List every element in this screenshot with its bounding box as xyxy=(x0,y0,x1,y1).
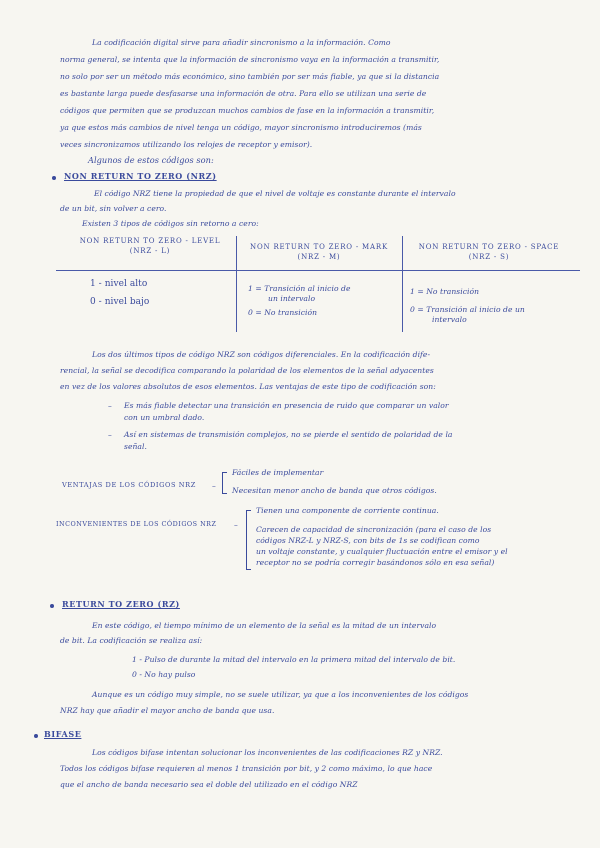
nrz-p2-line-1: Los dos últimos tipos de código NRZ son códigos diferenciales. En la codificación dife- xyxy=(92,350,431,359)
ventajas-brace xyxy=(222,472,227,494)
nrz-types-line: Existen 3 tipos de códigos sin retorno a cero: xyxy=(82,219,259,228)
nrz-s-zero: 0 = Transición al inicio de un xyxy=(410,305,525,314)
intro-line-6: ya que estos más cambios de nivel tenga un código, mayor sincronismo introduciremos (más xyxy=(60,123,422,132)
advantage-2-line-2: señal. xyxy=(124,442,147,451)
nrz-s-zero-cont: intervalo xyxy=(432,315,467,324)
bullet-rz xyxy=(50,604,54,608)
codes-intro: Algunos de estos códigos son: xyxy=(88,155,214,165)
nrz-p1-line-2: de un bit, sin volver a cero. xyxy=(60,204,167,213)
intro-line-5: códigos que permiten que se produzcan muchos cambios de fase en la información a transmitir, xyxy=(60,106,435,115)
advantage-2-dash: – xyxy=(108,430,112,439)
intro-line-4: es bastante larga puede desfasarse una información de otra. Para ello se utilizan una serie de xyxy=(60,89,427,98)
inconvenientes-dash: – xyxy=(234,520,238,529)
ventaja-1: Fáciles de implementar xyxy=(232,468,324,477)
table-header-nrz-l: NON RETURN TO ZERO - LEVEL (NRZ - L) xyxy=(79,237,221,255)
heading-rz: RETURN TO ZERO (RZ) xyxy=(62,599,180,609)
rz-p2-line-2: NRZ hay que añadir el mayor ancho de banda que usa. xyxy=(60,706,275,715)
nrz-p1-line-1: El código NRZ tiene la propiedad de que el nivel de voltaje es constante durante el intervalo xyxy=(94,189,456,198)
nrz-p2-line-3: en vez de los valores absolutos de esos elementos. Las ventajas de este tipo de codificación son: xyxy=(60,382,436,391)
ventajas-dash: – xyxy=(212,481,216,490)
bifase-line-2: Todos los códigos bifase requieren al menos 1 transición por bit, y 2 como máximo, lo que hace xyxy=(60,764,433,773)
bullet-nrz xyxy=(52,176,56,180)
nrz-s-one: 1 = No transición xyxy=(410,287,480,296)
heading-bifase: BIFASE xyxy=(44,729,82,739)
ventajas-label: VENTAJAS DE LOS CÓDIGOS NRZ xyxy=(62,481,196,489)
inconveniente-2-line-1: Carecen de capacidad de sincronización (para el caso de los xyxy=(256,525,492,534)
advantage-1-line-1: Es más fiable detectar una transición en presencia de ruido que comparar un valor xyxy=(124,401,449,410)
nrz-l-zero: 0 - nivel bajo xyxy=(90,297,150,307)
inconvenientes-label: INCONVENIENTES DE LOS CÓDIGOS NRZ xyxy=(56,520,217,528)
intro-line-7: veces sincronizamos utilizando los relojes de receptor y emisor). xyxy=(60,140,313,149)
rz-p1-line-2: de bit. La codificación se realiza así: xyxy=(60,636,203,645)
table-divider xyxy=(56,270,580,271)
rz-rule-0: 0 - No hay pulso xyxy=(132,670,196,679)
advantage-2-line-1: Así en sistemas de transmisión complejos, no se pierde el sentido de polaridad de la xyxy=(124,430,453,439)
heading-nrz: NON RETURN TO ZERO (NRZ) xyxy=(64,171,217,181)
inconveniente-1: Tienen una componente de corriente continua. xyxy=(256,506,439,515)
advantage-1-dash: – xyxy=(108,401,112,410)
inconveniente-2-line-3: un voltaje constante, y cualquier fluctuación entre el emisor y el xyxy=(256,547,508,556)
nrz-m-zero: 0 = No transición xyxy=(248,308,318,317)
inconvenientes-brace xyxy=(246,510,251,570)
rz-rule-1: 1 - Pulso de durante la mitad del intervalo en la primera mitad del intervalo de bit. xyxy=(132,655,456,664)
rz-p1-line-1: En este código, el tiempo mínimo de un elemento de la señal es la mitad de un intervalo xyxy=(92,621,437,630)
nrz-p2-line-2: rencial, la señal se decodifica comparando la polaridad de los elementos de la señal adyacentes xyxy=(60,366,434,375)
inconveniente-2-line-2: códigos NRZ-L y NRZ-S, con bits de 1s se codifican como xyxy=(256,536,480,545)
table-header-nrz-m: NON RETURN TO ZERO - MARK (NRZ - M) xyxy=(250,243,388,261)
table-column-divider-1 xyxy=(236,236,237,332)
table-header-nrz-s: NON RETURN TO ZERO - SPACE (NRZ - S) xyxy=(418,243,560,261)
ventaja-2: Necesitan menor ancho de banda que otros códigos. xyxy=(232,486,437,495)
intro-line-3: no solo por ser un método más económico, sino también por ser más fiable, ya que si la distancia xyxy=(60,72,440,81)
nrz-m-one: 1 = Transición al inicio de xyxy=(248,284,351,293)
table-column-divider-2 xyxy=(402,236,403,332)
nrz-m-one-cont: un intervalo xyxy=(268,294,316,303)
bifase-line-1: Los códigos bifase intentan solucionar los inconvenientes de las codificaciones RZ y NRZ. xyxy=(92,748,443,757)
intro-line-1: La codificación digital sirve para añadir sincronismo a la información. Como xyxy=(92,38,391,47)
inconveniente-2-line-4: receptor no se podría corregir basándonos sólo en esa señal) xyxy=(256,558,495,567)
nrz-l-one: 1 - nivel alto xyxy=(90,279,148,289)
advantage-1-line-2: con un umbral dado. xyxy=(124,413,205,422)
bifase-line-3: que el ancho de banda necesario sea el doble del utilizado en el código NRZ xyxy=(60,780,358,789)
rz-p2-line-1: Aunque es un código muy simple, no se suele utilizar, ya que a los inconvenientes de los códigos xyxy=(92,690,469,699)
bullet-bifase xyxy=(34,734,38,738)
intro-line-2: norma general, se intenta que la información de sincronismo vaya en la información a transmitir, xyxy=(60,55,440,64)
